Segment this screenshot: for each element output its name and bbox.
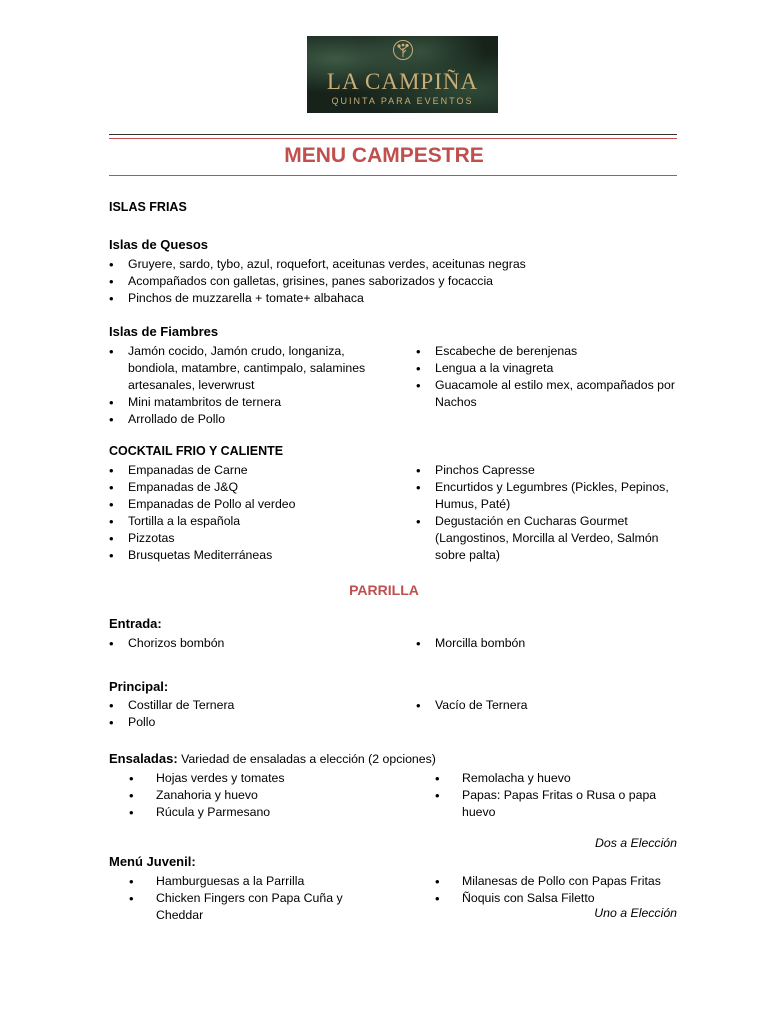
subsection-heading: Islas de Quesos	[109, 237, 208, 252]
principal-list-left	[109, 697, 371, 731]
tree-emblem-icon	[392, 39, 414, 61]
ensaladas-list-right	[435, 770, 675, 821]
list-item: • Escabeche de berenjenas	[416, 343, 686, 360]
quesos-list	[109, 256, 679, 307]
list-item: • Arrollado de Pollo	[109, 411, 371, 428]
ensaladas-subtitle: Variedad de ensaladas a elección (2 opciones)	[181, 752, 436, 766]
list-item: • Hojas verdes y tomates	[129, 770, 391, 787]
list-item: • Empanadas de Pollo al verdeo	[109, 496, 371, 513]
list-item: • Milanesas de Pollo con Papas Fritas	[435, 873, 685, 890]
section-title-parrilla: PARRILLA	[349, 582, 419, 598]
fiambres-list-right	[416, 343, 686, 411]
entrada-list-right	[416, 635, 678, 652]
list-item: • Brusquetas Mediterráneas	[109, 547, 371, 564]
list-item: • Costillar de Ternera	[109, 697, 371, 714]
section-heading: ISLAS FRIAS	[109, 200, 187, 214]
list-item: • Jamón cocido, Jamón crudo, longaniza, bondiola, matambre, cantimpalo, salamines artesanales, leverwrust	[109, 343, 371, 394]
list-item: • Hamburguesas a la Parrilla	[129, 873, 369, 890]
list-item: • Mini matambritos de ternera	[109, 394, 371, 411]
ensaladas-list-left	[129, 770, 391, 821]
list-item: • Tortilla a la española	[109, 513, 371, 530]
list-item: • Vacío de Ternera	[416, 697, 678, 714]
list-item: • Degustación en Cucharas Gourmet (Langostinos, Morcilla al Verdeo, Salmón sobre palta)	[416, 513, 691, 564]
ensaladas-note: Dos a Elección	[594, 836, 677, 850]
juvenil-note: Uno a Elección	[594, 906, 677, 920]
cocktail-list-right	[416, 462, 691, 564]
section-heading: COCKTAIL FRIO Y CALIENTE	[109, 444, 284, 458]
cocktail-list-left	[109, 462, 371, 564]
list-item: • Chicken Fingers con Papa Cuña y Cheddar	[129, 890, 369, 924]
list-item: • Encurtidos y Legumbres (Pickles, Pepinos, Humus, Paté)	[416, 479, 691, 513]
subsection-heading: Islas de Fiambres	[109, 324, 219, 339]
subsection-heading: Entrada:	[109, 616, 162, 631]
list-item: • Pinchos de muzzarella + tomate+ albahaca	[109, 290, 679, 307]
list-item: • Morcilla bombón	[416, 635, 678, 652]
list-item: • Guacamole al estilo mex, acompañados por Nachos	[416, 377, 686, 411]
list-item: • Lengua a la vinagreta	[416, 360, 686, 377]
list-item: • Pollo	[109, 714, 371, 731]
entrada-list-left	[109, 635, 371, 652]
juvenil-list-left	[129, 873, 369, 924]
list-item: • Acompañados con galletas, grisines, panes saborizados y focaccia	[109, 273, 679, 290]
subsection-heading: Menú Juvenil:	[109, 854, 196, 869]
subsection-heading: Principal:	[109, 679, 169, 694]
list-item: • Chorizos bombón	[109, 635, 371, 652]
list-item: • Pinchos Capresse	[416, 462, 691, 479]
principal-list-right	[416, 697, 678, 714]
list-item: • Rúcula y Parmesano	[129, 804, 391, 821]
divider	[109, 138, 677, 139]
list-item: • Empanadas de Carne	[109, 462, 371, 479]
list-item: • Remolacha y huevo	[435, 770, 675, 787]
list-item: • Ñoquis con Salsa Filetto	[435, 890, 685, 907]
logo	[307, 36, 498, 113]
juvenil-list-right	[435, 873, 685, 907]
list-item: • Empanadas de J&Q	[109, 479, 371, 496]
subsection-heading: Ensaladas:	[109, 751, 178, 766]
list-item: • Gruyere, sardo, tybo, azul, roquefort, aceitunas verdes, aceitunas negras	[109, 256, 679, 273]
fiambres-list-left	[109, 343, 371, 428]
ensaladas-heading-line	[109, 751, 436, 766]
list-item: • Papas: Papas Fritas o Rusa o papa huevo	[435, 787, 675, 821]
page-title: MENU CAMPESTRE	[284, 144, 484, 167]
logo-tagline: QUINTA PARA EVENTOS	[331, 96, 474, 106]
logo-brand: LA CAMPIÑA	[326, 69, 479, 94]
divider	[109, 134, 677, 135]
list-item: • Pizzotas	[109, 530, 371, 547]
list-item: • Zanahoria y huevo	[129, 787, 391, 804]
divider	[109, 175, 677, 176]
